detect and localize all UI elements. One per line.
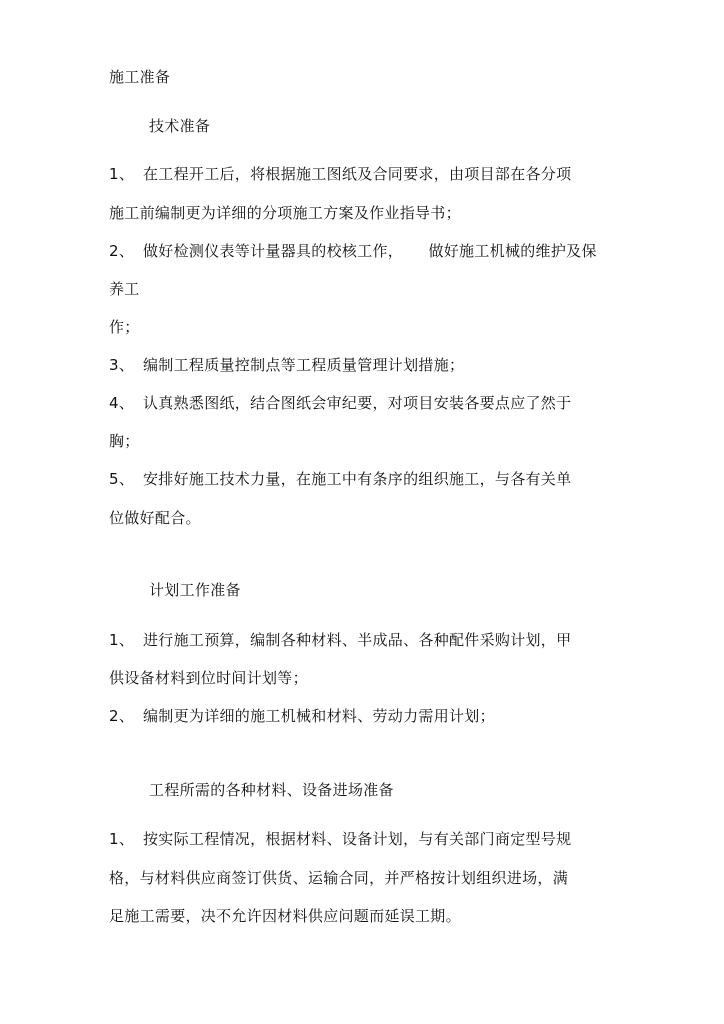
list-continuation: 施工前编制更为详细的分项施工方案及作业指导书； (109, 204, 461, 222)
list-item (109, 241, 597, 261)
list-continuation: 供设备材料到位时间计划等； (109, 669, 308, 687)
list-continuation: 胸； (109, 432, 140, 450)
list-number: 1、 (109, 631, 135, 649)
section-heading-planning: 计划工作准备 (149, 581, 241, 599)
list-number: 1、 (109, 165, 135, 183)
list-item (109, 393, 571, 413)
list-item (109, 355, 464, 375)
list-continuation: 养工 (109, 280, 140, 298)
list-text: 按实际工程情况，根据材料、设备计划，与有关部门商定型号规 (143, 830, 572, 848)
list-item (109, 164, 571, 184)
list-continuation: 位做好配合。 (109, 509, 201, 527)
list-text: 编制更为详细的施工机械和材料、劳动力需用计划； (143, 707, 495, 725)
list-number: 1、 (109, 830, 135, 848)
list-text: 在工程开工后，将根据施工图纸及合同要求，由项目部在各分项 (143, 165, 572, 183)
list-number: 3、 (109, 356, 135, 374)
section-heading-technical: 技术准备 (149, 117, 211, 135)
list-item (109, 469, 571, 489)
list-continuation: 作； (109, 318, 140, 336)
list-number: 2、 (109, 242, 135, 260)
document-title: 施工准备 (109, 68, 171, 86)
list-item (109, 630, 571, 650)
list-text: 编制工程质量控制点等工程质量管理计划措施； (143, 356, 465, 374)
section-heading-materials: 工程所需的各种材料、设备进场准备 (149, 781, 394, 799)
list-number: 5、 (109, 470, 135, 488)
list-text: 做好检测仪表等计量器具的校核工作， 做好施工机械的维护及保 (143, 242, 597, 260)
list-number: 4、 (109, 394, 135, 412)
list-number: 2、 (109, 707, 135, 725)
list-item (109, 829, 571, 849)
list-item (109, 706, 495, 726)
list-text: 认真熟悉图纸，结合图纸会审纪要，对项目安装各要点应了然于 (143, 394, 572, 412)
list-text: 安排好施工技术力量，在施工中有条序的组织施工，与各有关单 (143, 470, 572, 488)
list-text: 进行施工预算，编制各种材料、半成品、各种配件采购计划，甲 (143, 631, 572, 649)
list-continuation: 格，与材料供应商签订供货、运输合同，并严格按计划组织进场，满 (109, 869, 569, 887)
list-continuation: 足施工需要，决不允许因材料供应问题而延误工期。 (109, 907, 461, 925)
